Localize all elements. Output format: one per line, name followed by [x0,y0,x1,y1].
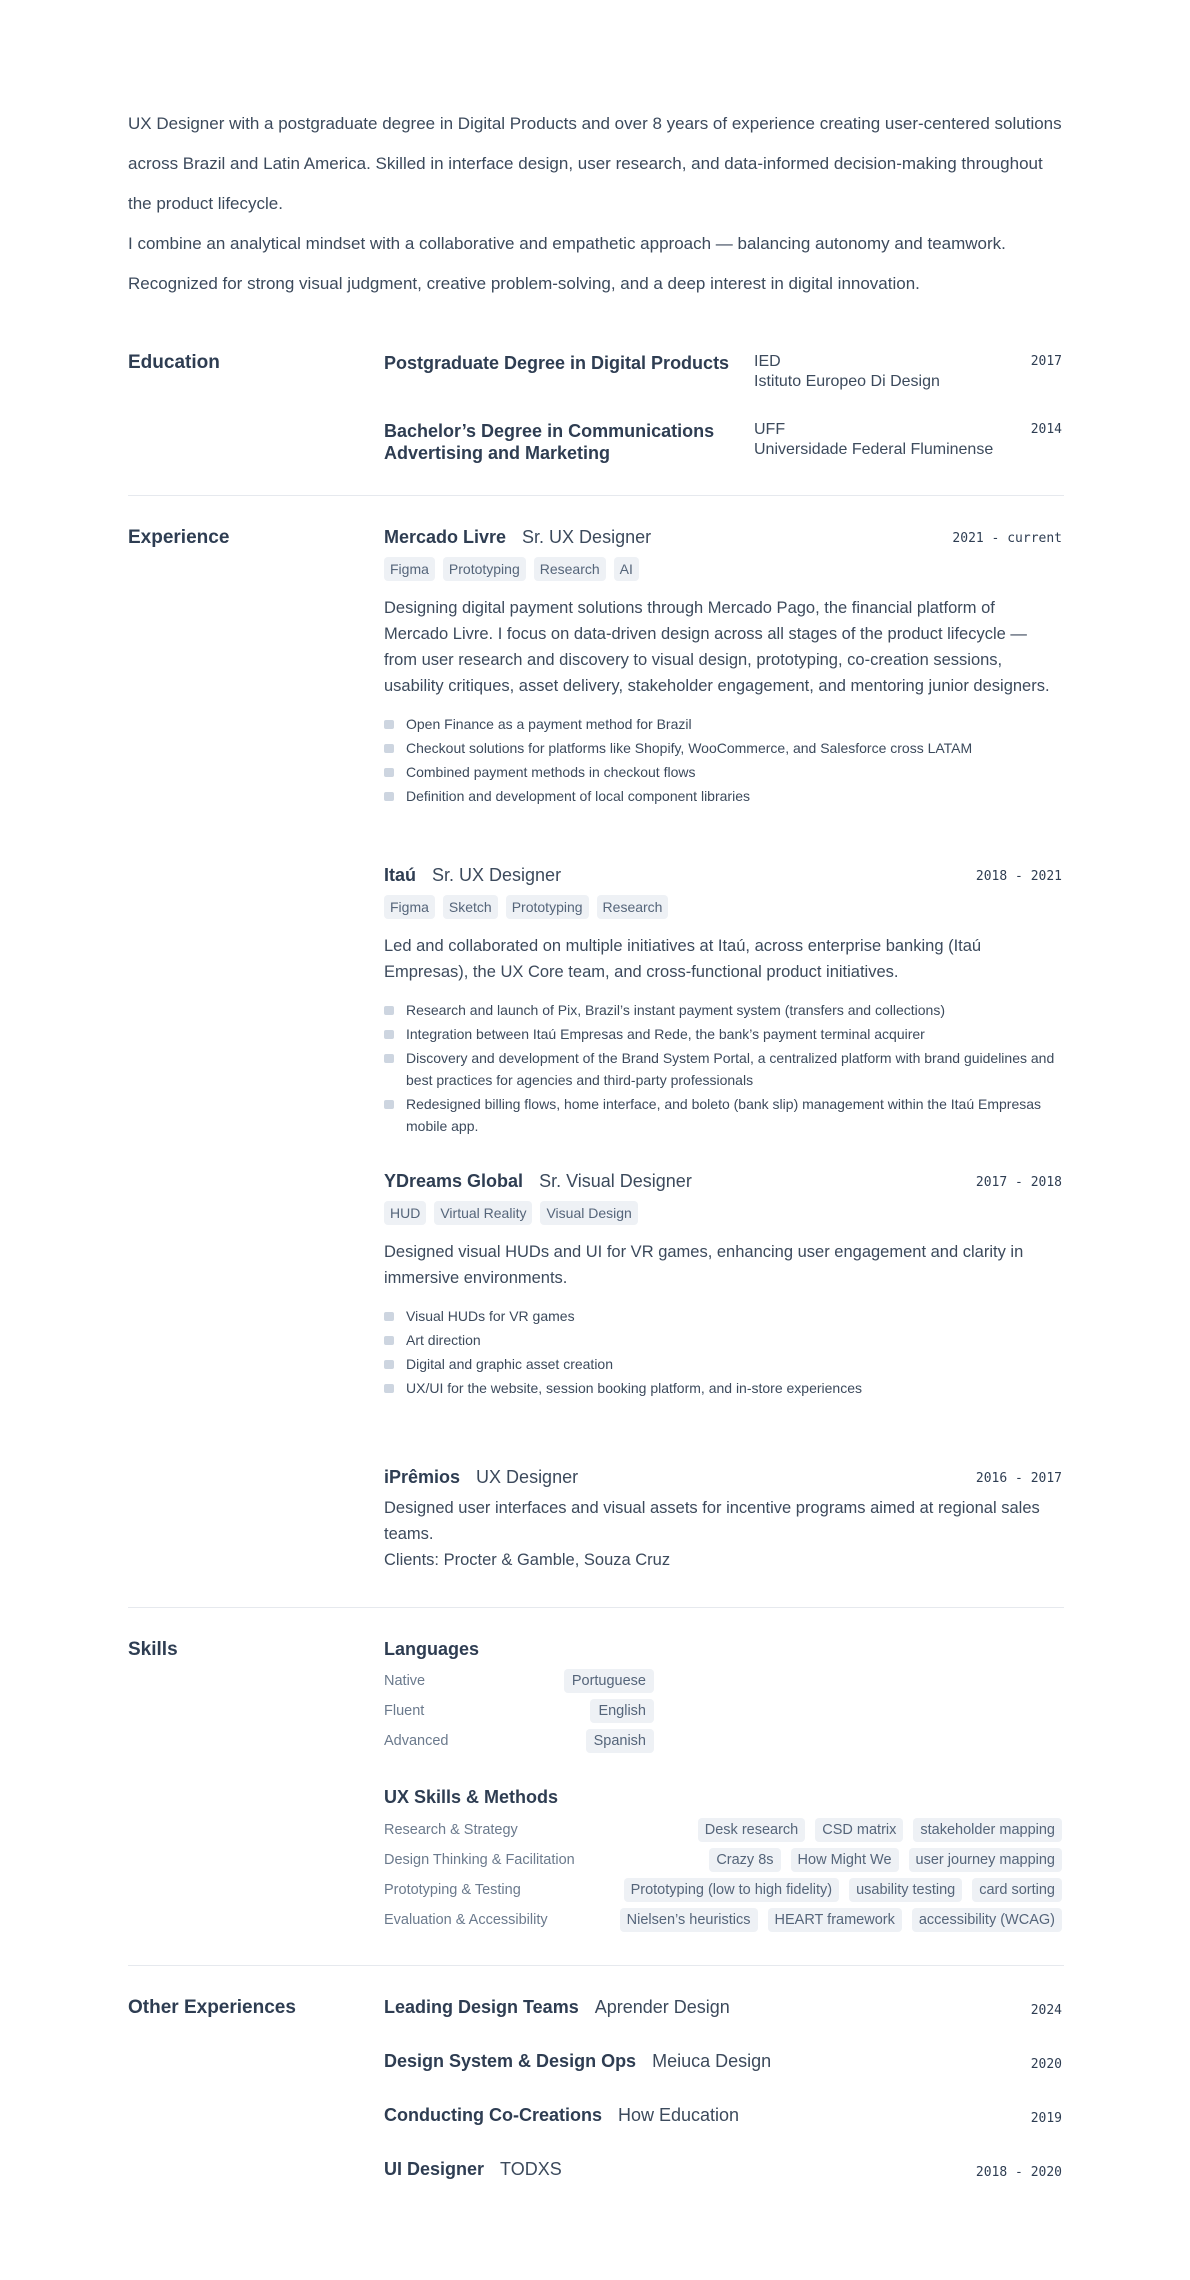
list-item: Visual HUDs for VR games [384,1305,1062,1327]
achievement-list [384,1305,1062,1399]
other-org: How Education [618,2105,740,2125]
language-row [384,1669,1062,1695]
list-item: Discovery and development of the Brand System Portal, a centralized platform with brand guidelines and best practices for agencies and third-party professionals [384,1047,1062,1091]
other-title: Design System & Design Ops [384,2051,637,2071]
bullet-icon [384,720,394,729]
other-experience-item [384,1997,1062,2025]
other-org: Meiuca Design [652,2051,772,2071]
intro-summary [128,104,1068,304]
tag-list [384,895,1062,919]
language-row [384,1699,1062,1725]
company-name: iPrêmios [384,1467,461,1487]
company-name: Itaú [384,865,417,885]
skill-tag: AI [614,557,639,581]
list-item: Redesigned billing flows, home interface, and boleto (bank slip) management within the Itaú Empresas mobile app. [384,1093,1062,1137]
skill-category: Design Thinking & Facilitation [384,1852,575,1868]
job-entry [384,1171,1062,1401]
experience-section [128,527,1064,1577]
job-role: Sr. Visual Designer [539,1171,692,1191]
skill-tag: Figma [384,895,435,919]
list-item: Combined payment methods in checkout flows [384,761,1062,783]
skill-tag: Sketch [443,895,498,919]
skill-tag: Prototyping [506,895,589,919]
skill-row [384,1848,1062,1874]
skill-category: Evaluation & Accessibility [384,1912,548,1928]
job-description: Designed visual HUDs and UI for VR games, enhancing user engagement and clarity in immersive environments. [384,1243,1024,1287]
bullet-icon [384,1006,394,1015]
skill-tag: Desk research [698,1818,805,1842]
job-entry [384,1467,1062,1573]
skill-tag: user journey mapping [909,1848,1062,1872]
other-org: TODXS [500,2159,562,2179]
skill-category: Prototyping & Testing [384,1882,521,1898]
job-description: Led and collaborated on multiple initiatives at Itaú, across enterprise banking (Itaú Empresas), the UX Core team, and cross-functional product initiatives. [384,937,982,981]
intro-paragraph: UX Designer with a postgraduate degree in Digital Products and over 8 years of experience creating user-centered solutions across Brazil and Latin America. Skilled in interface design, user research, and data-informed decision-making throughout the product lifecycle. [128,114,1062,213]
year: 2020 [1030,2057,1062,2072]
list-item: Art direction [384,1329,1062,1351]
language-level: Advanced [384,1733,449,1749]
skill-tag: Research [597,895,669,919]
skill-tag: card sorting [972,1878,1062,1902]
language-level: Native [384,1673,426,1689]
education-item [384,352,1062,402]
bullet-icon [384,1100,394,1109]
language-level: Fluent [384,1703,425,1719]
job-entry [384,865,1062,1139]
language-row [384,1729,1062,1755]
language-tag: Spanish [586,1729,654,1753]
skills-section [128,1639,1064,1939]
school-full: Universidade Federal Fluminense [754,441,994,458]
language-tag: Portuguese [564,1669,654,1693]
list-item: Integration between Itaú Empresas and Rede, the bank’s payment terminal acquirer [384,1023,1062,1045]
divider [128,495,1064,496]
job-years: 2021 - current [952,531,1062,546]
list-item: Checkout solutions for platforms like Shopify, WooCommerce, and Salesforce cross LATAM [384,737,1062,759]
skill-tag: HUD [384,1201,426,1225]
section-title: Skills [128,1639,178,1660]
company-name: Mercado Livre [384,527,507,547]
achievement-list [384,713,1062,807]
list-item: Digital and graphic asset creation [384,1353,1062,1375]
job-role: Sr. UX Designer [432,865,562,885]
skill-tag: Nielsen’s heuristics [620,1908,758,1932]
list-item: Open Finance as a payment method for Brazil [384,713,1062,735]
skill-tag: accessibility (WCAG) [912,1908,1062,1932]
job-clients: Clients: Procter & Gamble, Souza Cruz [384,1551,671,1569]
education-item [384,420,1062,470]
school-short: IED [754,353,781,370]
year: 2017 [1030,354,1062,369]
skill-tag: CSD matrix [815,1818,903,1842]
job-description: Designing digital payment solutions through Mercado Pago, the financial platform of Mercado Livre. I focus on data-driven design across all stages of the product lifecycle — from user research and discovery to visual design, prototyping, co-creation sessions, usability critiques, asset delivery, stakeholder engagement, and mentoring junior designers. [384,599,1050,695]
job-years: 2016 - 2017 [975,1471,1062,1486]
achievement-list [384,999,1062,1137]
skill-tag: Virtual Reality [434,1201,532,1225]
school-short: UFF [754,421,786,438]
other-experience-item [384,2159,1062,2187]
skill-tag: Prototyping [443,557,526,581]
job-description: Designed user interfaces and visual assets for incentive programs aimed at regional sales teams. [384,1499,1040,1543]
job-role: UX Designer [476,1467,579,1487]
year: 2019 [1030,2111,1062,2126]
section-title: Education [128,352,220,373]
language-tag: English [590,1699,654,1723]
job-years: 2018 - 2021 [975,869,1062,884]
bullet-icon [384,744,394,753]
skill-row [384,1908,1062,1934]
tag-list [384,557,1062,581]
year: 2024 [1030,2003,1062,2018]
ux-skills-title: UX Skills & Methods [384,1787,559,1807]
other-experience-item [384,2105,1062,2133]
bullet-icon [384,1030,394,1039]
job-years: 2017 - 2018 [975,1175,1062,1190]
languages-title: Languages [384,1639,480,1659]
bullet-icon [384,1054,394,1063]
degree-title: Postgraduate Degree in Digital Products [384,353,730,373]
skill-tag: Figma [384,557,435,581]
skill-row [384,1818,1062,1844]
skill-category: Research & Strategy [384,1822,518,1838]
company-name: YDreams Global [384,1171,524,1191]
bullet-icon [384,1384,394,1393]
tag-list [384,1201,1062,1225]
skill-tag: Research [534,557,606,581]
bullet-icon [384,1360,394,1369]
job-entry [384,527,1062,809]
section-title: Other Experiences [128,1997,296,2018]
intro-paragraph: Recognized for strong visual judgment, creative problem-solving, and a deep interest in digital innovation. [128,274,920,293]
degree-title: Bachelor’s Degree in Communications Advertising and Marketing [384,421,715,463]
other-experiences-section [128,1997,1064,2197]
year: 2018 - 2020 [975,2165,1062,2180]
skill-tag: Prototyping (low to high fidelity) [624,1878,840,1902]
bullet-icon [384,1312,394,1321]
other-experience-item [384,2051,1062,2079]
divider [128,1965,1064,1966]
divider [128,1607,1064,1608]
bullet-icon [384,768,394,777]
skill-tag: stakeholder mapping [913,1818,1062,1842]
bullet-icon [384,792,394,801]
list-item: Research and launch of Pix, Brazil’s instant payment system (transfers and collections) [384,999,1062,1021]
skill-tag: usability testing [849,1878,962,1902]
other-title: Leading Design Teams [384,1997,579,2017]
school [754,352,940,392]
other-title: Conducting Co-Creations [384,2105,602,2125]
skill-row [384,1878,1062,1904]
other-org: Aprender Design [594,1997,730,2017]
list-item: Definition and development of local component libraries [384,785,1062,807]
school-full: Istituto Europeo Di Design [754,373,940,390]
bullet-icon [384,1336,394,1345]
other-title: UI Designer [384,2159,485,2179]
skill-tag: Visual Design [540,1201,637,1225]
education-section [128,352,1064,472]
skill-tag: How Might We [791,1848,899,1872]
list-item: UX/UI for the website, session booking platform, and in-store experiences [384,1377,1062,1399]
intro-paragraph: I combine an analytical mindset with a collaborative and empathetic approach — balancing autonomy and teamwork. [128,234,1006,253]
skill-tag: Crazy 8s [709,1848,780,1872]
section-title: Experience [128,527,230,548]
year: 2014 [1030,422,1062,437]
job-role: Sr. UX Designer [522,527,652,547]
skill-tag: HEART framework [768,1908,902,1932]
school [754,420,993,460]
